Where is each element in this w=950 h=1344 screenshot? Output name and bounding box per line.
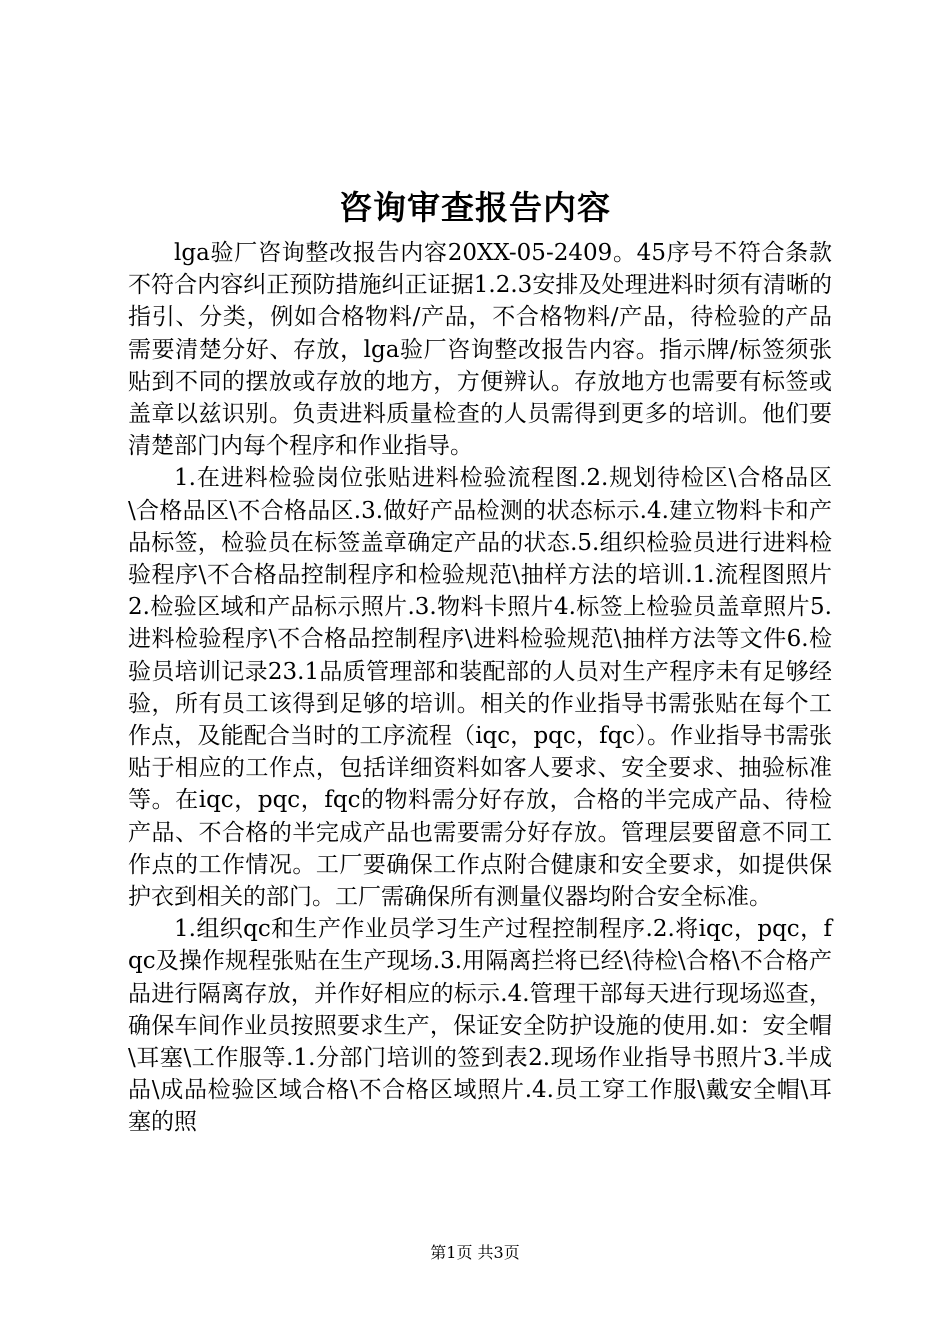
document-body bbox=[128, 237, 832, 1139]
paragraph-incoming-inspection: 1.在进料检验岗位张贴进料检验流程图.2.规划待检区\合格品区\合格品区\不合格品区.3.做好产品检测的状态标示.4.建立物料卡和产品标签，检验员在标签盖章确定产品的状态.5.组织检验员进行进料检验程序\不合格品控制程序和检验规范\抽样方法的培训.1.流程图照片2.检验区域和产品标示照片.3.物料卡照片4.标签上检验员盖章照片5.进料检验程序\不合格品控制程序\进料检验规范\抽样方法等文件6.检验员培训记录23.1品质管理部和装配部的人员对生产程序未有足够经验，所有员工该得到足够的培训。相关的作业指导书需张贴在每个工作点，及能配合当时的工序流程（iqc，pqc，fqc）。作业指导书需张贴于相应的工作点，包括详细资料如客人要求、安全要求、抽验标准等。在iqc，pqc，fqc的物料需分好存放，合格的半完成产品、待检产品、不合格的半完成产品也需要需分好存放。管理层要留意不同工作点的工作情况。工厂要确保工作点附合健康和安全要求，如提供保护衣到相关的部门。工厂需确保所有测量仪器均附合安全标准。 bbox=[128, 465, 832, 911]
page-footer: 第1页 共3页 bbox=[430, 1243, 520, 1262]
document-title: 咨询审查报告内容 bbox=[339, 188, 611, 227]
paragraph-production-control: 1.组织qc和生产作业员学习生产过程控制程序.2.将iqc，pqc，fqc及操作规程张贴在生产现场.3.用隔离拦将已经\待检\合格\不合格产品进行隔离存放，并作好相应的标示.4.管理干部每天进行现场巡查，确保车间作业员按照要求生产，保证安全防护设施的使用.如：安全帽\耳塞\工作服等.1.分部门培训的签到表2.现场作业指导书照片3.半成品\成品检验区域合格\不合格区域照片.4.员工穿工作服\戴安全帽\耳塞的照 bbox=[128, 916, 832, 1136]
paragraph-intro: lga验厂咨询整改报告内容20XX-05-2409。45序号不符合条款不符合内容纠正预防措施纠正证据1.2.3安排及处理进料时须有清晰的指引、分类，例如合格物料/产品，不合格物料/产品，待检验的产品需要清楚分好、存放，lga验厂咨询整改报告内容。指示牌/标签须张贴到不同的摆放或存放的地方，方便辨认。存放地方也需要有标签或盖章以兹识别。负责进料质量检查的人员需得到更多的培训。他们要清楚部门内每个程序和作业指导。 bbox=[128, 240, 832, 460]
